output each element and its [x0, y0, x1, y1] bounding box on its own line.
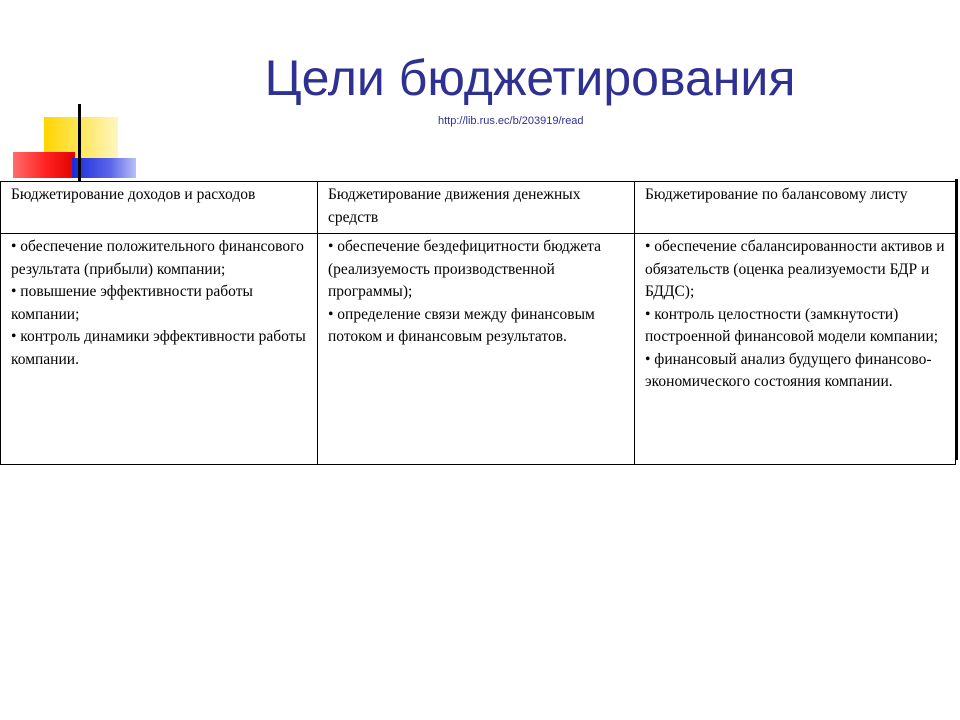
cell-balance-sheet-goals	[635, 234, 956, 465]
header-cash-flow: Бюджетирование движения денежных средств	[318, 182, 635, 234]
table-row	[1, 234, 956, 465]
goal-item: • обеспечение сбалансированности активов и обязательств (оценка реализуемости БДР и БДДС);	[645, 238, 945, 300]
slide-title: Цели бюджетирования	[264, 50, 796, 106]
decorative-vertical-line	[78, 104, 81, 181]
header-balance-sheet: Бюджетирование по балансовому листу	[635, 182, 956, 234]
decorative-red-bar	[13, 152, 75, 178]
goal-item: • повышение эффективности работы компании;	[11, 283, 253, 323]
table-header-row	[1, 182, 956, 234]
cell-income-expense-goals	[1, 234, 318, 465]
goals-table-container	[0, 181, 958, 465]
goal-item: • финансовый анализ будущего финансово-экономического состояния компании.	[645, 350, 932, 390]
header-income-expense: Бюджетирование доходов и расходов	[1, 182, 318, 234]
goal-item: • обеспечение положительного финансового результата (прибыли) компании;	[11, 238, 304, 278]
goal-item: • контроль динамики эффективности работы компании.	[11, 328, 306, 368]
budgeting-goals-table	[0, 181, 956, 465]
goal-item: • обеспечение бездефицитности бюджета (реализуемость производственной программы);	[328, 238, 601, 300]
decorative-blue-bar	[72, 158, 136, 178]
cell-cash-flow-goals	[318, 234, 635, 465]
goal-item: • определение связи между финансовым потоком и финансовым результатов.	[328, 305, 595, 345]
source-url[interactable]: http://lib.rus.ec/b/203919/read	[438, 115, 584, 127]
goal-item: • контроль целостности (замкнутости) построенной финансовой модели компании;	[645, 305, 939, 345]
